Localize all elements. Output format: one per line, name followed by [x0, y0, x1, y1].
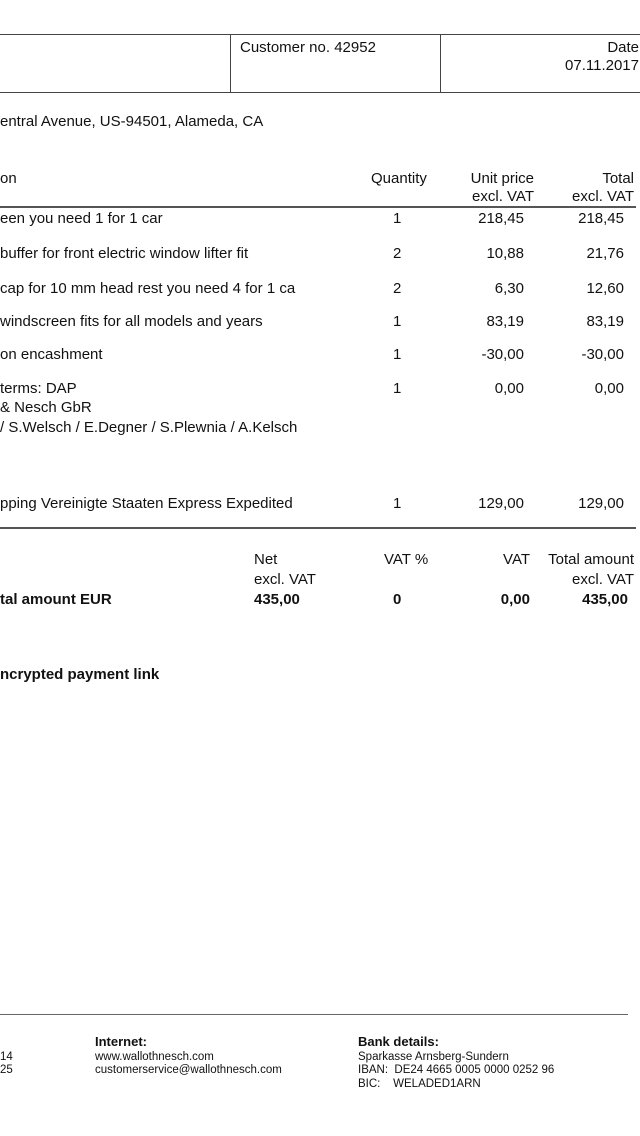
row-7-unit-price: 129,00	[478, 495, 524, 512]
row-2-total: 21,76	[586, 245, 624, 262]
summary-vat-label: VAT	[503, 551, 530, 568]
table-header-rule	[0, 206, 636, 208]
row-5-quantity: 1	[393, 346, 402, 363]
summary-vat-value: 0,00	[500, 591, 530, 608]
row-4-description: windscreen fits for all models and years	[0, 313, 263, 330]
row-6-description-line-3: / S.Welsch / E.Degner / S.Plewnia / A.Kelsch	[0, 419, 298, 436]
header-divider-2	[440, 34, 441, 93]
footer-internet-title: Internet:	[95, 1034, 147, 1049]
row-6-total: 0,00	[594, 380, 624, 397]
row-5-unit-price: -30,00	[481, 346, 524, 363]
summary-total-label: Total amount	[548, 551, 634, 568]
row-3-unit-price: 6,30	[494, 280, 524, 297]
col-total-sub: excl. VAT	[572, 188, 634, 205]
row-7-description: pping Vereinigte Staaten Express Expedited	[0, 495, 293, 512]
row-2-unit-price: 10,88	[486, 245, 524, 262]
header-top-rule	[0, 34, 640, 35]
row-4-quantity: 1	[393, 313, 402, 330]
date-value: 07.11.2017	[565, 57, 639, 74]
footer-bank-iban: IBAN: DE24 4665 0005 0000 0252 96	[358, 1064, 555, 1076]
row-4-total: 83,19	[586, 313, 624, 330]
row-2-description: buffer for front electric window lifter fit	[0, 245, 249, 262]
col-unit-price-sub: excl. VAT	[472, 188, 534, 205]
header-divider-1	[230, 34, 231, 93]
row-5-total: -30,00	[581, 346, 624, 363]
date-label: Date	[607, 39, 639, 56]
row-5-description: on encashment	[0, 346, 103, 363]
col-total-header: Total	[602, 170, 634, 187]
row-6-description: terms: DAP	[0, 380, 77, 397]
recipient-address: entral Avenue, US-94501, Alameda, CA	[0, 113, 264, 130]
summary-net-value: 435,00	[254, 591, 300, 608]
footer-bank-name: Sparkasse Arnsberg-Sundern	[358, 1051, 509, 1063]
footer-website-link[interactable]: www.wallothnesch.com	[95, 1051, 214, 1063]
summary-net-sub: excl. VAT	[254, 571, 316, 588]
row-1-unit-price: 218,45	[478, 210, 524, 227]
footer-rule	[0, 1014, 628, 1015]
summary-vat-pct-label: VAT %	[384, 551, 429, 568]
footer-left-line-1: 14	[0, 1051, 13, 1063]
row-1-description: een you need 1 for 1 car	[0, 210, 163, 227]
row-4-unit-price: 83,19	[486, 313, 524, 330]
row-3-total: 12,60	[586, 280, 624, 297]
row-3-description: cap for 10 mm head rest you need 4 for 1 ca	[0, 280, 296, 297]
row-7-quantity: 1	[393, 495, 402, 512]
summary-vat-pct-value: 0	[393, 591, 402, 608]
summary-total-value: 435,00	[582, 591, 628, 608]
table-bottom-rule	[0, 527, 636, 529]
row-6-quantity: 1	[393, 380, 402, 397]
footer-email-link[interactable]: customerservice@wallothnesch.com	[95, 1064, 282, 1076]
footer-bank-title: Bank details:	[358, 1034, 439, 1049]
row-6-description-line-2: & Nesch GbR	[0, 399, 92, 416]
row-1-total: 218,45	[578, 210, 624, 227]
customer-number: Customer no. 42952	[240, 39, 376, 56]
row-3-quantity: 2	[393, 280, 402, 297]
summary-row-label: tal amount EUR	[0, 591, 112, 608]
col-quantity-header: Quantity	[371, 170, 427, 187]
row-1-quantity: 1	[393, 210, 402, 227]
row-7-total: 129,00	[578, 495, 624, 512]
summary-net-label: Net	[254, 551, 278, 568]
col-unit-price-header: Unit price	[470, 170, 534, 187]
footer-bank-bic: BIC: WELADED1ARN	[358, 1078, 481, 1090]
row-2-quantity: 2	[393, 245, 402, 262]
row-6-unit-price: 0,00	[494, 380, 524, 397]
payment-link[interactable]: ncrypted payment link	[0, 666, 160, 683]
header-bottom-rule	[0, 92, 640, 93]
summary-total-sub: excl. VAT	[572, 571, 634, 588]
footer-left-line-2: 25	[0, 1064, 13, 1076]
col-description-header: on	[0, 170, 17, 187]
